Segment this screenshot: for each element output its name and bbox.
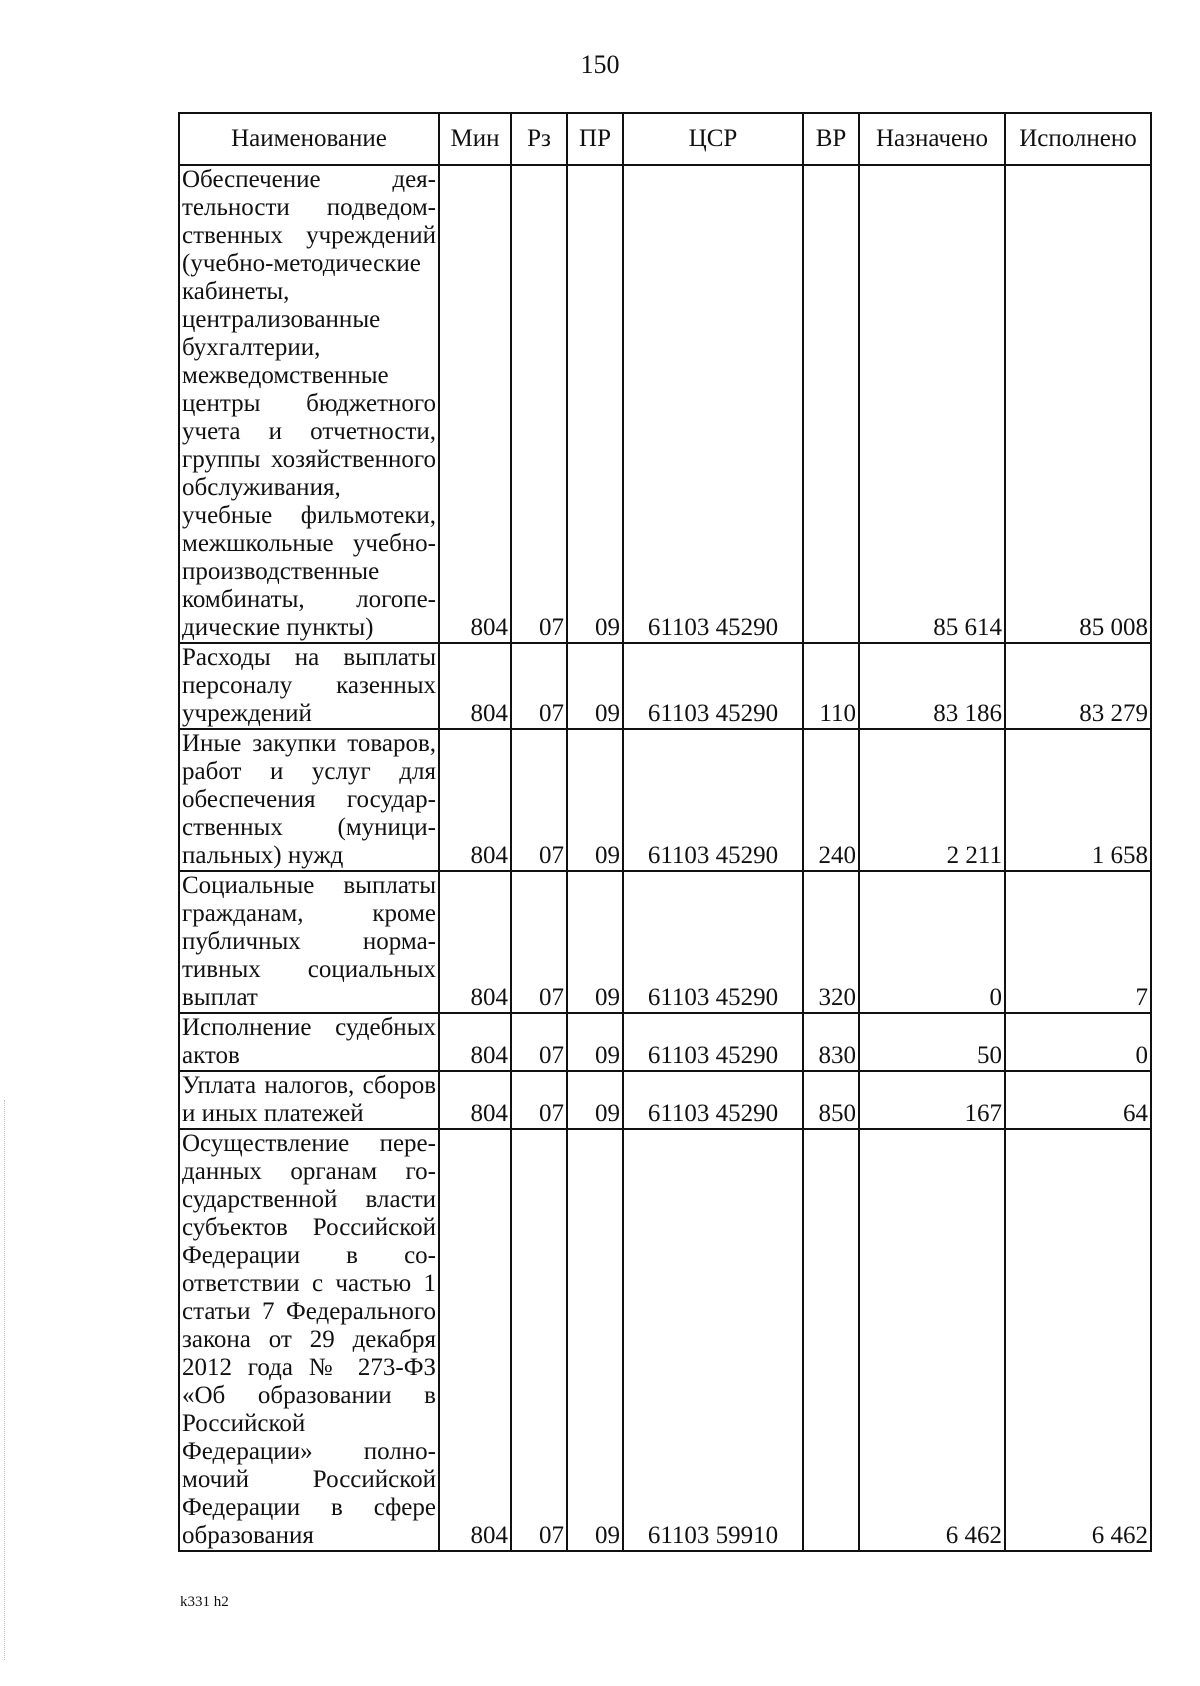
row-assigned: 6 462: [859, 1129, 1005, 1551]
row-name: Уплата налогов, сборов и иных платежей: [179, 1071, 439, 1129]
header-csr: ЦСР: [623, 113, 803, 165]
row-pr: 09: [567, 871, 623, 1013]
row-assigned: 167: [859, 1071, 1005, 1129]
row-min: 804: [439, 871, 511, 1013]
row-name: Расходы на выплаты персоналу казенных учреждений: [179, 643, 439, 729]
budget-table: [178, 112, 1152, 1552]
row-rz: 07: [511, 165, 567, 643]
row-executed: 1 658: [1005, 729, 1151, 871]
row-pr: 09: [567, 729, 623, 871]
row-rz: 07: [511, 729, 567, 871]
row-csr: 61103 45290: [623, 1071, 803, 1129]
row-rz: 07: [511, 1129, 567, 1551]
row-csr: 61103 59910: [623, 1129, 803, 1551]
header-executed: Исполнено: [1005, 113, 1151, 165]
row-min: 804: [439, 643, 511, 729]
row-name: Осуществление переданных органам государственной власти субъектов Российской Федерации в соответствии с частью 1 статьи 7 Федерального закона от 29 декабря 2012 года № 273-ФЗ «Об образовании в Российской Федерации» полномочий Российской Федерации в сфере образования: [179, 1129, 439, 1551]
table-row: [179, 1013, 1151, 1071]
row-executed: 85 008: [1005, 165, 1151, 643]
row-rz: 07: [511, 643, 567, 729]
row-pr: 09: [567, 1013, 623, 1071]
row-assigned: 85 614: [859, 165, 1005, 643]
row-executed: 83 279: [1005, 643, 1151, 729]
row-min: 804: [439, 1071, 511, 1129]
row-executed: 7: [1005, 871, 1151, 1013]
row-vr: 850: [803, 1071, 859, 1129]
row-min: 804: [439, 729, 511, 871]
row-vr: [803, 1129, 859, 1551]
row-executed: 64: [1005, 1071, 1151, 1129]
row-rz: 07: [511, 1013, 567, 1071]
table-row: [179, 1071, 1151, 1129]
row-name: Социальные выплаты гражданам, кроме публичных нормативных социальных выплат: [179, 871, 439, 1013]
page-number: 150: [580, 50, 620, 79]
row-name: Исполнение судебных актов: [179, 1013, 439, 1071]
row-vr: [803, 165, 859, 643]
row-vr: 830: [803, 1013, 859, 1071]
row-min: 804: [439, 165, 511, 643]
row-executed: 6 462: [1005, 1129, 1151, 1551]
row-name: Иные закупки товаров, работ и услуг для обеспечения государственных (муниципальных) нужд: [179, 729, 439, 871]
row-min: 804: [439, 1129, 511, 1551]
scan-edge-marks: [4, 1100, 9, 1660]
header-vr: ВР: [803, 113, 859, 165]
row-executed: 0: [1005, 1013, 1151, 1071]
row-csr: 61103 45290: [623, 165, 803, 643]
row-pr: 09: [567, 165, 623, 643]
row-pr: 09: [567, 643, 623, 729]
row-vr: 240: [803, 729, 859, 871]
row-csr: 61103 45290: [623, 1013, 803, 1071]
document-code: k331 h2: [180, 1594, 229, 1610]
table-row: [179, 165, 1151, 643]
table-row: [179, 643, 1151, 729]
table-row: [179, 1129, 1151, 1551]
row-pr: 09: [567, 1071, 623, 1129]
row-assigned: 0: [859, 871, 1005, 1013]
header-pr: ПР: [567, 113, 623, 165]
row-vr: 110: [803, 643, 859, 729]
header-min: Мин: [439, 113, 511, 165]
header-rz: Рз: [511, 113, 567, 165]
table-row: [179, 729, 1151, 871]
row-assigned: 2 211: [859, 729, 1005, 871]
row-csr: 61103 45290: [623, 871, 803, 1013]
row-rz: 07: [511, 1071, 567, 1129]
row-csr: 61103 45290: [623, 643, 803, 729]
row-assigned: 50: [859, 1013, 1005, 1071]
table-row: [179, 871, 1151, 1013]
row-rz: 07: [511, 871, 567, 1013]
row-name: Обеспечение деятельности подведомственных учреждений (учебно-методические кабинеты, централизованные бухгалтерии, межведомственные центры бюджетного учета и отчетности, группы хозяйственного обслуживания, учебные фильмотеки, межшкольные учебно-производственные комбинаты, логопедические пункты): [179, 165, 439, 643]
header-assigned: Назначено: [859, 113, 1005, 165]
row-assigned: 83 186: [859, 643, 1005, 729]
row-pr: 09: [567, 1129, 623, 1551]
row-vr: 320: [803, 871, 859, 1013]
row-min: 804: [439, 1013, 511, 1071]
row-csr: 61103 45290: [623, 729, 803, 871]
table-header-row: [179, 113, 1151, 165]
header-name: Наименование: [179, 113, 439, 165]
